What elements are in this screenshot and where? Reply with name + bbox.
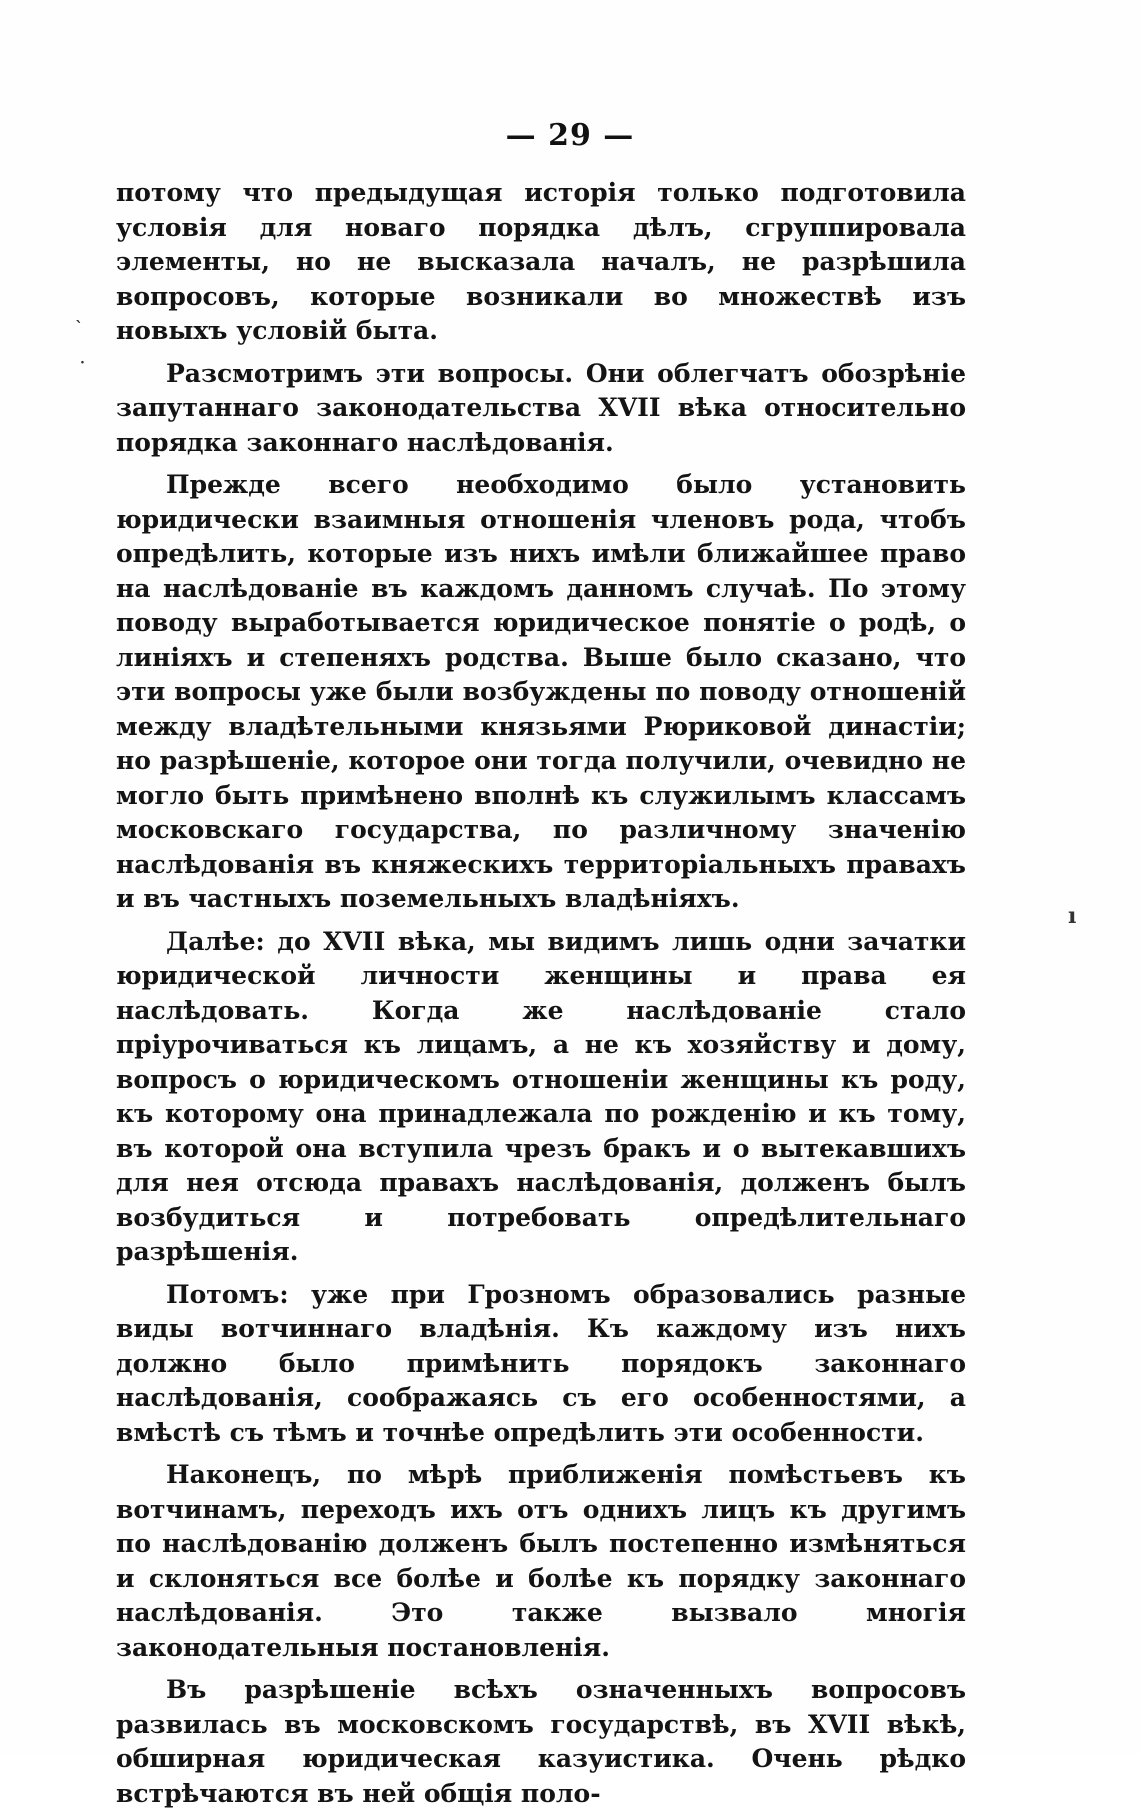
paragraph-1: потому что предыдущая исторія только подготовила условія для новаго порядка дѣлъ, сгруппировала элементы, но не высказала началъ, не разрѣшила вопросовъ, которые возникали во множествѣ изъ новыхъ условій быта. [116, 178, 966, 345]
page-number: — 29 — [505, 118, 635, 153]
paragraph-5: Потомъ: уже при Грозномъ образовались разные виды вотчиннаго владѣнія. Къ каждому изъ нихъ должно было примѣнить порядокъ законнаго наслѣдованія, соображаясь съ его особенностями, а вмѣстѣ съ тѣмъ и точнѣе опредѣлить эти особенности. [116, 1279, 966, 1447]
paragraph-7: Въ разрѣшеніе всѣхъ означенныхъ вопросовъ развилась въ московскомъ государствѣ, въ XVII вѣкѣ, обширная юридическая казуистика. Очень рѣдко встрѣчаются въ ней общія поло- [116, 1675, 966, 1808]
margin-mark: · [80, 355, 85, 371]
paragraph-2: Разсмотримъ эти вопросы. Они облегчатъ обозрѣніе запутаннаго законодательства XVII вѣка относительно порядка законнаго наслѣдованія. [116, 358, 966, 457]
body-text [116, 176, 966, 1819]
margin-mark: ˋ [75, 318, 83, 337]
paragraph-3: Прежде всего необходимо было установить юридически взаимныя отношенія членовъ рода, чтобъ опредѣлить, которые изъ нихъ имѣли ближайшее право на наслѣдованіе въ каждомъ данномъ случаѣ. По этому поводу выработывается юридическое понятіе о родѣ, о линіяхъ и степеняхъ родства. Выше было сказано, что эти вопросы уже были возбуждены по поводу отношеній между владѣтельными князьями Рюриковой династіи; но разрѣшеніе, которое они тогда получили, очевидно не могло быть примѣнено вполнѣ къ служилымъ классамъ московскаго государства, по различному значенію наслѣдованія въ княжескихъ территоріальныхъ правахъ и въ частныхъ поземельныхъ владѣніяхъ. [116, 470, 966, 913]
paragraph-4: Далѣе: до XVII вѣка, мы видимъ лишь одни зачатки юридической личности женщины и права ея наслѣдовать. Когда же наслѣдованіе стало пріурочиваться къ лицамъ, а не къ хозяйству и дому, вопросъ о юридическомъ отношеніи женщины къ роду, къ которому она принадлежала по рожденію и къ тому, въ которой она вступила чрезъ бракъ и о вытекавшихъ для нея отсюда правахъ наслѣдованія, долженъ былъ возбудиться и потребовать опредѣлительнаго разрѣшенія. [116, 926, 966, 1266]
paragraph-6: Наконецъ, по мѣрѣ приближенія помѣстьевъ къ вотчинамъ, переходъ ихъ отъ однихъ лицъ къ другимъ по наслѣдованію долженъ былъ постепенно измѣняться и склоняться все болѣе и болѣе къ порядку законнаго наслѣдованія. Это также вызвало многія законодательныя постановленія. [116, 1460, 966, 1662]
margin-mark: ı [1068, 903, 1077, 929]
